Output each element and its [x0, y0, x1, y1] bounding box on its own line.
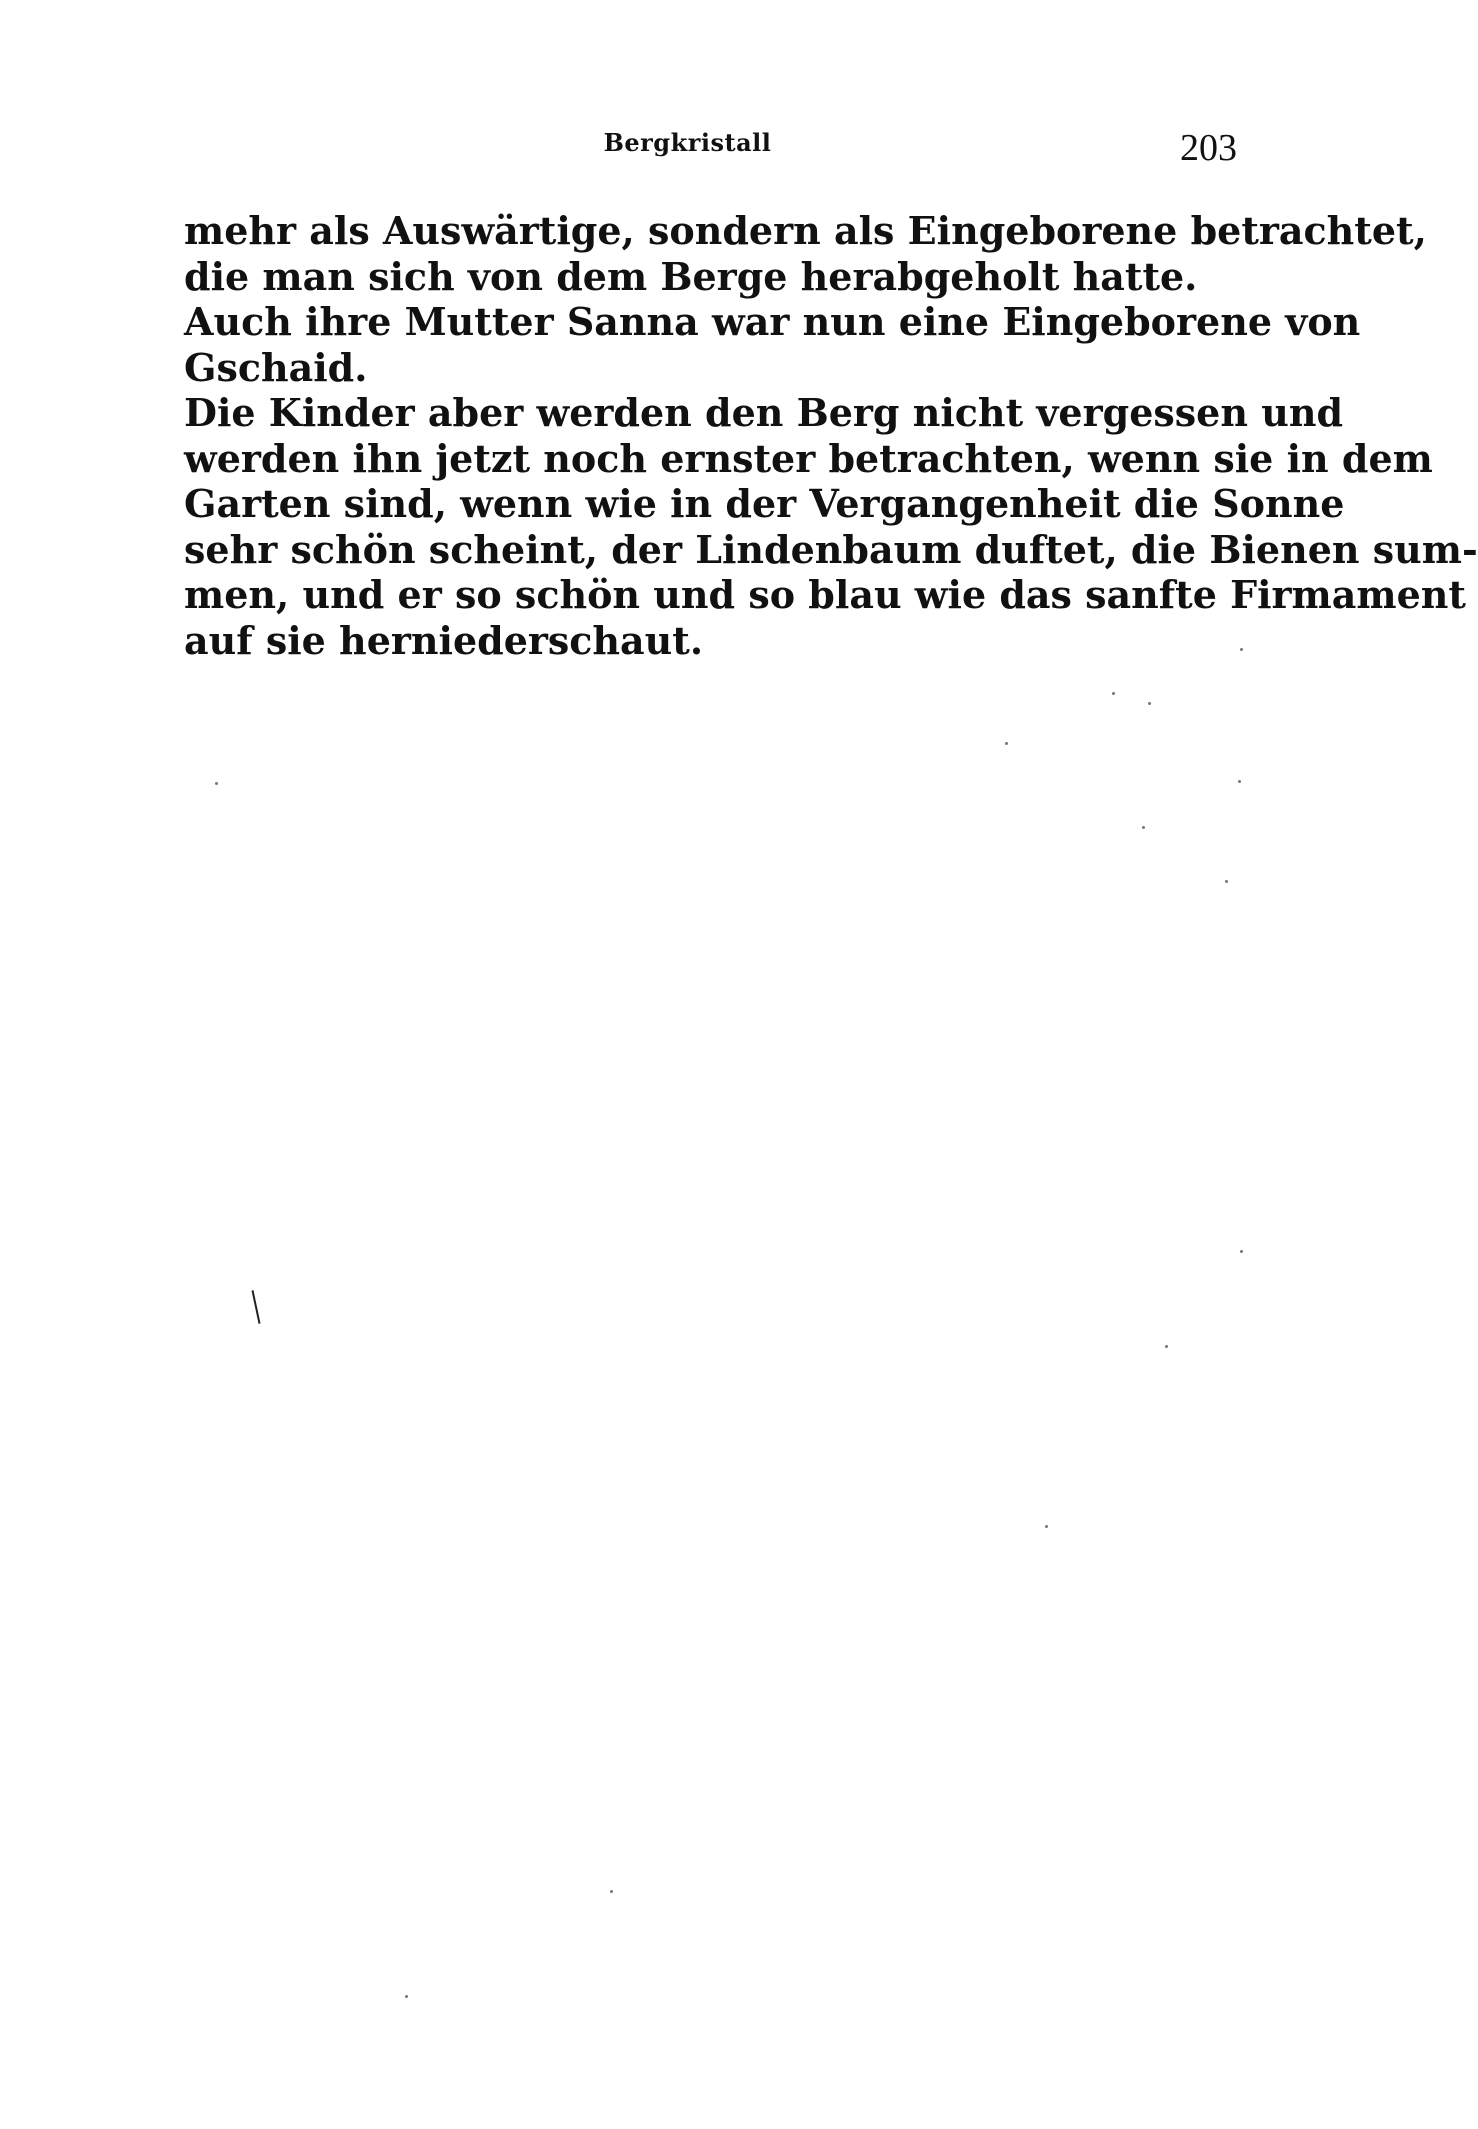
scan-speck: [1112, 692, 1115, 695]
scan-speck: [1045, 1525, 1048, 1528]
scan-speck: [610, 1890, 613, 1893]
text-line: sehr schön scheint, der Lindenbaum duftet, die Bienen sum-: [184, 526, 1478, 572]
text-line: Gschaid.: [184, 344, 368, 390]
text-line: men, und er so schön und so blau wie das sanfte Firmament: [184, 572, 1466, 617]
scan-speck: [1005, 742, 1008, 745]
scan-speck: [1142, 826, 1145, 829]
scan-speck: [1165, 1345, 1168, 1348]
scan-speck: [1238, 780, 1241, 783]
scan-mark: [251, 1290, 260, 1324]
page-number: 203: [1180, 127, 1237, 169]
body-text: [184, 208, 1478, 663]
text-line: mehr als Auswärtige, sondern als Eingeborene betrachtet,: [184, 208, 1427, 253]
scan-speck: [1240, 648, 1243, 651]
scan-speck: [1225, 880, 1228, 883]
scan-speck: [405, 1995, 408, 1998]
text-line: die man sich von dem Berge herabgeholt hatte.: [184, 253, 1198, 299]
scan-speck: [1240, 1250, 1243, 1253]
text-line: Die Kinder aber werden den Berg nicht vergessen und: [184, 390, 1344, 435]
scan-speck: [215, 782, 218, 785]
text-line: Garten sind, wenn wie in der Vergangenheit die Sonne: [184, 481, 1345, 526]
text-line: werden ihn jetzt noch ernster betrachten, wenn sie in dem: [184, 435, 1433, 481]
running-title: Bergkristall: [603, 128, 772, 157]
text-line: Auch ihre Mutter Sanna war nun eine Eingeborene von: [184, 299, 1361, 344]
scan-speck: [1148, 702, 1151, 705]
text-line: auf sie herniederschaut.: [184, 617, 704, 663]
